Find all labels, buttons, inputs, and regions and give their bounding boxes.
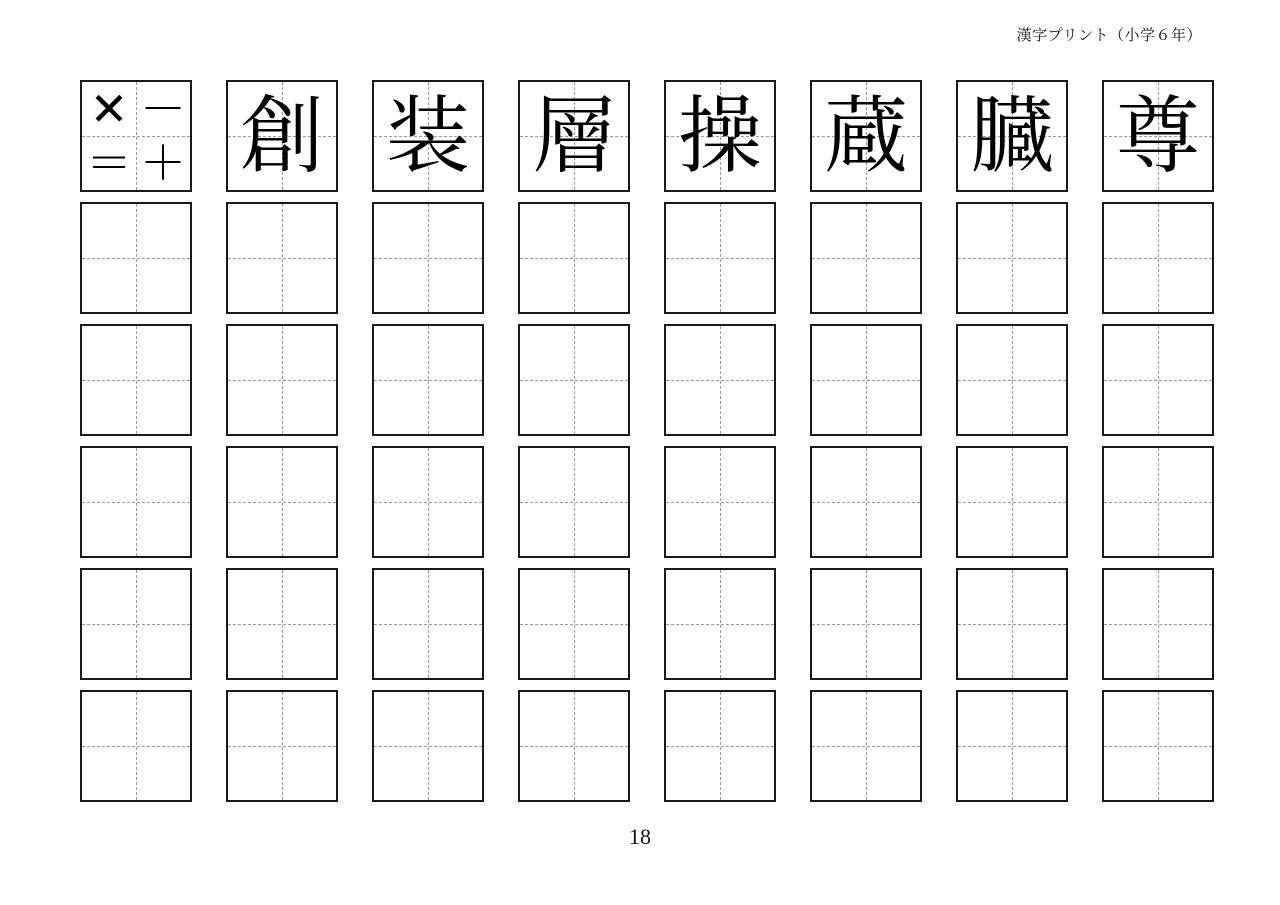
kanji-model-box [518, 80, 630, 192]
practice-box[interactable] [1102, 202, 1214, 314]
practice-box[interactable] [956, 324, 1068, 436]
kanji-model-box [810, 80, 922, 192]
practice-box[interactable] [810, 324, 922, 436]
practice-box[interactable] [956, 568, 1068, 680]
practice-box[interactable] [518, 446, 630, 558]
worksheet-title: 漢字プリント（小学６年） [1016, 26, 1202, 44]
practice-box[interactable] [1102, 446, 1214, 558]
practice-box[interactable] [664, 690, 776, 802]
minus-icon: － [140, 82, 186, 136]
practice-box[interactable] [226, 324, 338, 436]
kanji-model-box [1102, 80, 1214, 192]
practice-box[interactable] [372, 324, 484, 436]
practice-box[interactable] [226, 446, 338, 558]
practice-box[interactable] [810, 446, 922, 558]
practice-box[interactable] [664, 324, 776, 436]
kanji-model-box [956, 80, 1068, 192]
practice-box[interactable] [518, 690, 630, 802]
practice-box[interactable] [810, 568, 922, 680]
math-symbols [82, 82, 190, 190]
page-number: 18 [629, 824, 651, 849]
practice-box[interactable] [226, 202, 338, 314]
practice-box[interactable] [518, 324, 630, 436]
plus-icon: ＋ [140, 136, 186, 190]
symbols-model-box [80, 80, 192, 192]
practice-box[interactable] [956, 690, 1068, 802]
practice-box[interactable] [1102, 324, 1214, 436]
practice-box[interactable] [664, 568, 776, 680]
practice-box[interactable] [226, 568, 338, 680]
practice-box[interactable] [956, 202, 1068, 314]
kanji-model-char: 創 [239, 87, 324, 185]
practice-box[interactable] [810, 690, 922, 802]
practice-box[interactable] [956, 446, 1068, 558]
kanji-model-char: 尊 [1115, 87, 1200, 185]
practice-box[interactable] [80, 568, 192, 680]
practice-box[interactable] [518, 568, 630, 680]
practice-box[interactable] [372, 202, 484, 314]
kanji-model-box [664, 80, 776, 192]
kanji-model-char: 層 [531, 87, 616, 185]
equals-icon: ＝ [86, 136, 132, 190]
practice-box[interactable] [80, 324, 192, 436]
practice-box[interactable] [518, 202, 630, 314]
practice-box[interactable] [80, 446, 192, 558]
practice-box[interactable] [664, 446, 776, 558]
practice-box[interactable] [664, 202, 776, 314]
practice-box[interactable] [226, 690, 338, 802]
practice-box[interactable] [80, 690, 192, 802]
kanji-model-box [226, 80, 338, 192]
practice-box[interactable] [372, 446, 484, 558]
kanji-model-char: 蔵 [823, 87, 908, 185]
practice-box[interactable] [372, 568, 484, 680]
practice-box[interactable] [810, 202, 922, 314]
practice-box[interactable] [372, 690, 484, 802]
kanji-model-char: 操 [677, 87, 762, 185]
times-icon: ✕ [89, 82, 129, 136]
kanji-model-char: 臓 [969, 87, 1054, 185]
kanji-model-box [372, 80, 484, 192]
kanji-practice-grid [80, 80, 1214, 802]
kanji-model-char: 装 [385, 87, 470, 185]
practice-box[interactable] [1102, 690, 1214, 802]
practice-box[interactable] [80, 202, 192, 314]
practice-box[interactable] [1102, 568, 1214, 680]
